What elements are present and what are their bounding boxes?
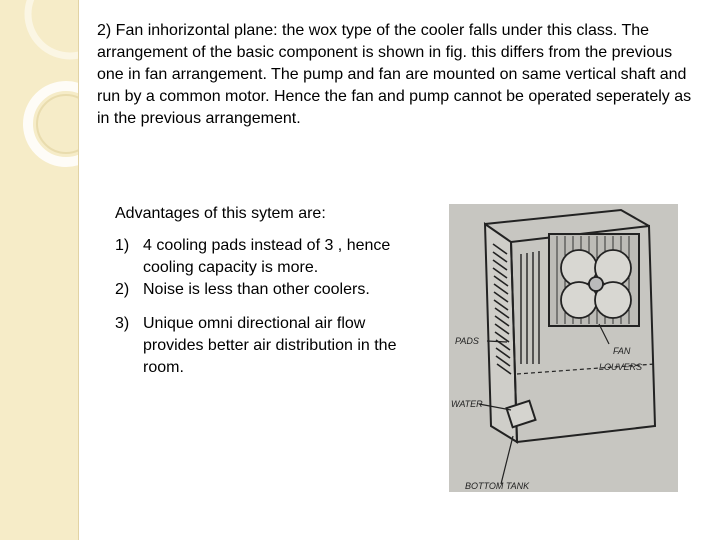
label-louvers: LOUVERS (599, 362, 643, 372)
intro-paragraph: 2) Fan inhorizontal plane: the wox type of the cooler falls under this class. The arrangement of the basic component is shown in fig. this differs from the previous one in fan arrangement. The pump and fan are mounted on same vertical shaft and run by a common motor. Hence the fan and pump cannot be operated seperately as in the previous arrangement. (97, 22, 692, 127)
label-water: WATER (451, 399, 483, 409)
decorative-circles (0, 0, 78, 540)
list-item-number: 1) (115, 237, 130, 254)
label-pads: PADS (455, 336, 479, 346)
list-item-number: 2) (115, 281, 130, 298)
list-item (115, 313, 415, 379)
advantages-list (115, 235, 415, 379)
cooler-figure (449, 204, 678, 492)
list-item (115, 235, 415, 279)
list-item-text: Noise is less than other coolers. (143, 281, 370, 298)
list-item-number: 3) (115, 315, 130, 332)
list-item-text: 4 cooling pads instead of 3 , hence cooling capacity is more. (143, 237, 391, 276)
list-item-text: Unique omni directional air flow provides better air distribution in the room. (143, 315, 397, 376)
list-item (115, 279, 415, 301)
cooler-drawing (449, 204, 678, 492)
label-bottom-tank: BOTTOM TANK (465, 481, 530, 491)
label-fan: FAN (613, 346, 631, 356)
advantages-heading: Advantages of this sytem are: (115, 205, 326, 222)
decorative-sidebar (0, 0, 79, 540)
advantages-section (115, 203, 415, 379)
